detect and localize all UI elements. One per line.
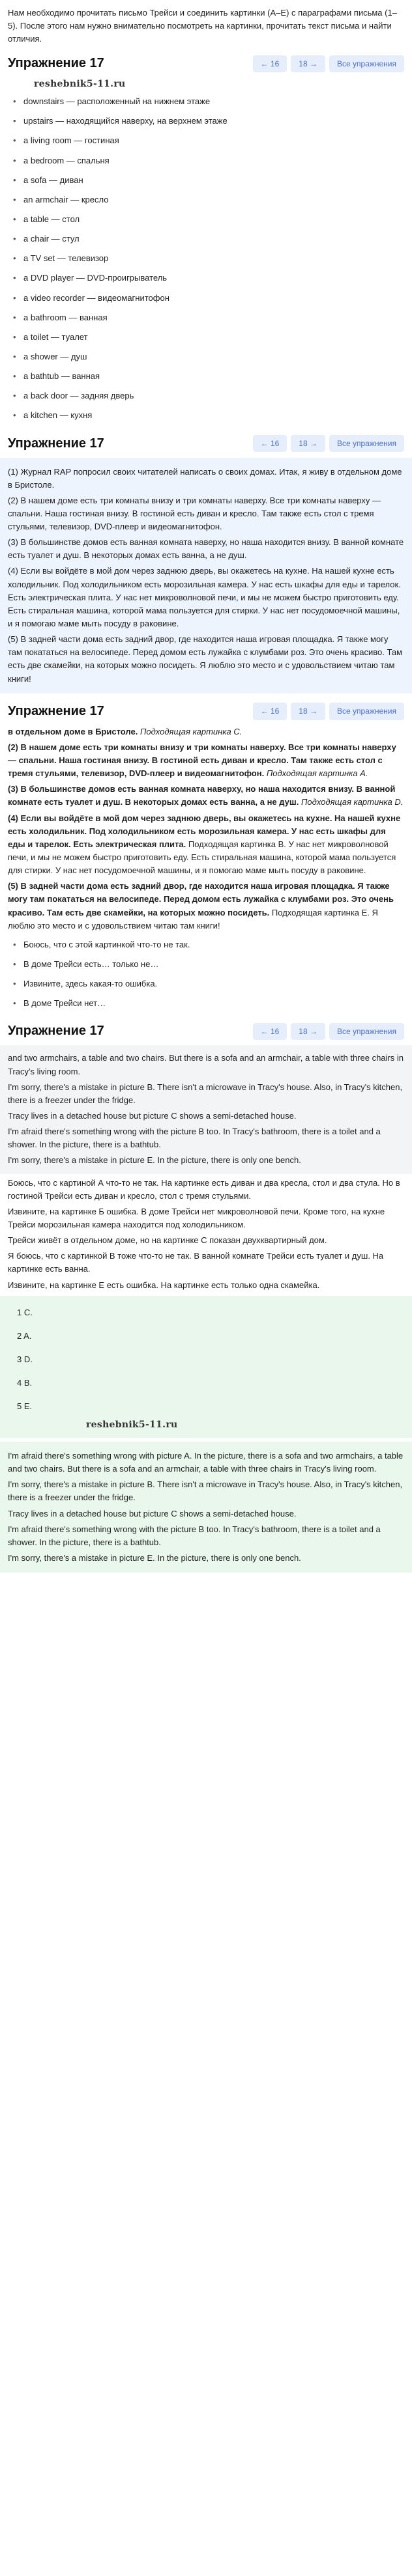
russian-paragraph: Извините, на картинке Б ошибка. В доме Трейси нет микроволновой печи. Кроме того, на кухне Трейси морозильная камера находится под холодильником. xyxy=(8,1206,385,1229)
english-paragraph: Tracy lives in a detached house but picture C shows a semi-detached house. xyxy=(8,1110,297,1121)
vocab-item: • a sofa — диван xyxy=(13,171,404,190)
prev-exercise-button[interactable]: ← 16 xyxy=(253,435,287,453)
match-paragraph: в отдельном доме в Бристоле. Подходящая картинка C. xyxy=(8,726,243,736)
answer-item: 3 D. xyxy=(17,1354,33,1364)
vocab-item: • a living room — гостиная xyxy=(13,131,404,150)
final-paragraph: I'm sorry, there's a mistake in picture E. In the picture, there is only one bench. xyxy=(8,1553,301,1563)
all-exercises-button[interactable]: Все упражнения xyxy=(329,703,404,720)
phrase-item: • В доме Трейси нет… xyxy=(13,994,404,1013)
phrases-list xyxy=(8,935,404,1014)
answers-list xyxy=(8,1301,404,1419)
final-paragraph: I'm sorry, there's a mistake in picture B. There isn't a microwave in Tracy's house. Also, in Tracy's kitchen, there is a freezer under the fridge. xyxy=(8,1479,403,1503)
section3-title: Упражнение 17 xyxy=(8,703,104,718)
translation-block xyxy=(0,458,412,693)
russian-block xyxy=(8,1177,404,1292)
next-exercise-button[interactable]: 18 → xyxy=(291,703,325,720)
page xyxy=(0,3,412,1573)
vocab-list xyxy=(8,92,404,425)
section2-nav xyxy=(253,435,404,453)
russian-paragraph: Трейси живёт в отдельном доме, но на картинке С показан двухквартирный дом. xyxy=(8,1235,327,1246)
next-exercise-button[interactable]: 18 → xyxy=(291,1023,325,1041)
russian-paragraph: Я боюсь, что с картинкой B тоже что-то не так. В ванной комнате Трейси есть туалет и душ. На картинке есть ванна. xyxy=(8,1251,384,1274)
all-exercises-button[interactable]: Все упражнения xyxy=(329,1023,404,1041)
russian-paragraph: Извините, на картинке E есть ошибка. На картинке есть только одна скамейка. xyxy=(8,1280,320,1290)
answer-item: 2 A. xyxy=(17,1330,32,1341)
vocab-item: • a TV set — телевизор xyxy=(13,249,404,268)
vocab-item: • upstairs — находящийся наверху, на верхнем этаже xyxy=(13,111,404,131)
english-paragraph: I'm sorry, there's a mistake in picture E. In the picture, there is only one bench. xyxy=(8,1155,301,1166)
vocab-item: • a shower — душ xyxy=(13,347,404,367)
phrase-item: • В доме Трейси есть… только не… xyxy=(13,955,404,974)
russian-paragraph: Боюсь, что с картиной А что-то не так. На картинке есть диван и два кресла, стол и два стула. Но в гостиной Трейси есть диван и кресло, стол с тремя стульями. xyxy=(8,1177,400,1201)
vocab-item: • a DVD player — DVD-проигрыватель xyxy=(13,268,404,288)
prev-exercise-button[interactable]: ← 16 xyxy=(253,703,287,720)
phrase-item: • Боюсь, что с этой картинкой что-то не так. xyxy=(13,935,404,955)
final-paragraph: Tracy lives in a detached house but picture C shows a semi-detached house. xyxy=(8,1508,297,1519)
phrase-item: • Извините, здесь какая-то ошибка. xyxy=(13,974,404,994)
section3-nav xyxy=(253,703,404,720)
watermark: reshebnik5-11.ru xyxy=(86,1420,178,1431)
match-paragraph: (4) Если вы войдёте в мой дом через заднюю дверь, вы окажетесь на кухне. На нашей кухне есть холодильник. Под холодильником есть морозильная камера. У нас есть шкафы для еды и тарелок. Есть электрическая плита. Подходящая картинка В. У нас нет микроволновой печи, и мы не можем быстро приготовить еду. Есть стиральная машина, которой мама пользуется для стирки. У нас нет посудомоечной машины, и я помогаю маме мыть посуду в раковине. xyxy=(8,813,401,876)
watermark: reshebnik5-11.ru xyxy=(34,79,126,90)
vocab-item: • an armchair — кресло xyxy=(13,190,404,210)
vocab-item: • a toilet — туалет xyxy=(13,328,404,347)
paragraph: (5) В задней части дома есть задний двор, где находится наша игровая площадка. Я также могу там покататься на велосипеде. Перед домом есть лужайка с клумбами роз. Это очень красиво. Там есть две скамейки, на которых можно посидеть. Я люблю это место и с удовольствием читаю там книги! xyxy=(8,634,403,684)
section1-header xyxy=(8,53,404,74)
final-block xyxy=(0,1442,412,1573)
paragraph: (1) Журнал RAP попросил своих читателей написать о своих домах. Итак, я живу в отдельном доме в Бристоле. xyxy=(8,466,402,490)
match-paragraph: (3) В большинстве домов есть ванная комната наверху, но наша находится внизу. В ванной комнате есть туалет и душ. В некоторых домах есть ванна, а не душ. Подходящая картинка D. xyxy=(8,784,404,807)
vocab-item: • a back door — задняя дверь xyxy=(13,386,404,406)
paragraph: (2) В нашем доме есть три комнаты внизу и три комнаты наверху. Все три комнаты наверху — спальни. Наша гостиная внизу. В гостиной есть диван и кресло. Там также есть стол с тремя стульями, телевизор, DVD-плеер и видеомагнитофон. xyxy=(8,495,381,532)
vocab-item: • a bathroom — ванная xyxy=(13,308,404,328)
english-paragraph: I'm afraid there's something wrong with the picture B too. In Tracy's bathroom, there is a toilet and a shower. In the picture, there is a bathtub. xyxy=(8,1127,381,1150)
section2-title: Упражнение 17 xyxy=(8,436,104,451)
section3-header xyxy=(8,701,404,721)
section1-title: Упражнение 17 xyxy=(8,56,104,71)
prev-exercise-button[interactable]: ← 16 xyxy=(253,55,287,73)
next-exercise-button[interactable]: 18 → xyxy=(291,435,325,453)
vocab-item: • a bathtub — ванная xyxy=(13,367,404,386)
section4-header xyxy=(8,1021,404,1041)
answers-block xyxy=(0,1296,412,1438)
next-exercise-button[interactable]: 18 → xyxy=(291,55,325,73)
intro-text: Нам необходимо прочитать письмо Трейси и соединить картинки (A–E) с параграфами письма (1–5). После этого нам нужно внимательно посмотреть на картинки, прочитать текст письма и найти отличия. xyxy=(8,8,397,44)
vocab-item: • downstairs — расположенный на нижнем этаже xyxy=(13,92,404,111)
all-exercises-button[interactable]: Все упражнения xyxy=(329,55,404,73)
answer-item: 4 B. xyxy=(17,1378,33,1388)
final-paragraph: I'm afraid there's something wrong with the picture B too. In Tracy's bathroom, there is a toilet and a shower. In the picture, there is a bathtub. xyxy=(8,1524,381,1547)
section4-nav xyxy=(253,1023,404,1041)
match-paragraph: (2) В нашем доме есть три комнаты внизу и три комнаты наверху. Все три комнаты наверху — спальни. Наша гостиная внизу. В гостиной есть диван и кресло. Там также есть стол с тремя стульями, телевизор, DVD-плеер и видеомагнитофон. Подходящая картинка А. xyxy=(8,742,396,779)
vocab-item: • a chair — стул xyxy=(13,229,404,249)
vocab-item: • a video recorder — видеомагнитофон xyxy=(13,288,404,308)
answer-item: 1 C. xyxy=(17,1307,33,1317)
english-paragraph: and two armchairs, a table and two chairs. But there is a sofa and an armchair, a table with three chairs in Tracy's living room. xyxy=(8,1053,404,1076)
english-paragraph: I'm sorry, there's a mistake in picture B. There isn't a microwave in Tracy's house. Also, in Tracy's kitchen, there is a freezer under the fridge. xyxy=(8,1082,403,1105)
section4-title: Упражнение 17 xyxy=(8,1024,104,1039)
answer-item: 5 E. xyxy=(17,1401,33,1412)
match-paragraph: (5) В задней части дома есть задний двор, где находится наша игровая площадка. Я также могу там покататься на велосипеде. Перед домом есть лужайка с клумбами роз. Это очень красиво. Там есть две скамейки, на которых можно посидеть. Подходящая картинка Е. Я люблю это место и с удовольствием читаю там книги! xyxy=(8,881,394,931)
paragraph: (4) Если вы войдёте в мой дом через заднюю дверь, вы окажетесь на кухне. На нашей кухне есть холодильник. Под холодильником есть морозильная камера. У нас есть шкафы для еды и тарелок. Есть электрическая плита. У нас нет микроволновой печи, и мы не можем быстро приготовить еду. Есть стиральная машина, которой мама пользуется для стирки. У нас нет посудомоечной машины, и я помогаю маме мыть посуду в раковине. xyxy=(8,566,401,629)
prev-exercise-button[interactable]: ← 16 xyxy=(253,1023,287,1041)
matches-block xyxy=(8,725,404,932)
vocab-item: • a table — стол xyxy=(13,210,404,229)
section2-header xyxy=(8,434,404,454)
all-exercises-button[interactable]: Все упражнения xyxy=(329,435,404,453)
paragraph: (3) В большинстве домов есть ванная комната наверху, но наша находится внизу. В ванной комнате есть туалет и душ. В некоторых домах есть ванна, а не душ. xyxy=(8,537,404,561)
vocab-item: • a kitchen — кухня xyxy=(13,406,404,425)
final-paragraph: I'm afraid there's something wrong with picture A. In the picture, there is a sofa and two armchairs, a table and two chairs. But there is a sofa and an armchair, a table with three chairs in Tracy's living room. xyxy=(8,1451,404,1474)
english-block xyxy=(0,1045,412,1173)
section1-nav xyxy=(253,55,404,73)
vocab-item: • a bedroom — спальня xyxy=(13,151,404,171)
